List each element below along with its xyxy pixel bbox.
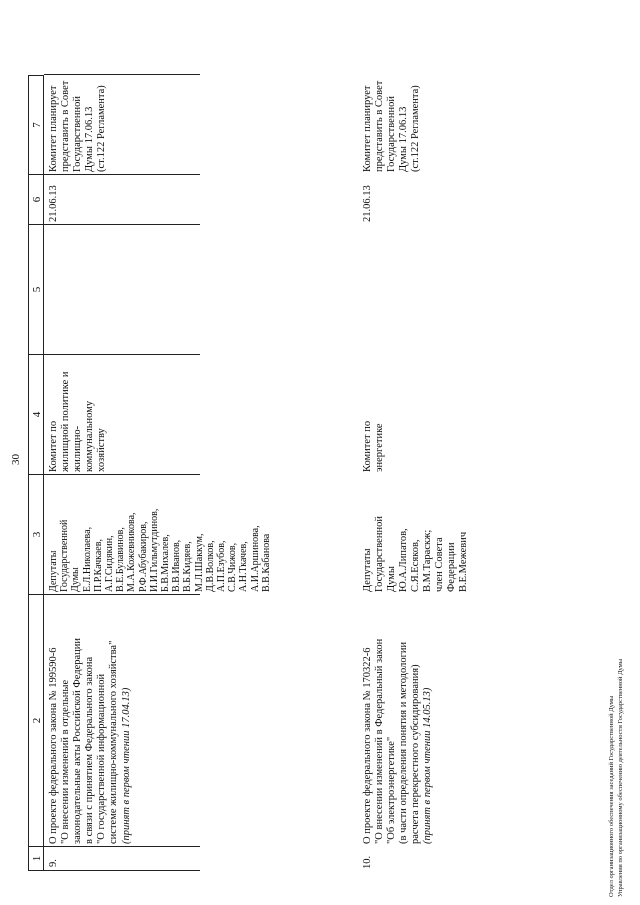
authors: Депутаты Государственной Думы Е.Л.Николаева, П.Р.Качкаев, А.Г.Сидякин, В.Е.Булавинов, М.А.Кожевникова, Р.Ф.Абубакиров, И.И.Гильмутдинов, Б.В.Михалев, В.В.Иванов, В.Б.Кидяев, М.Л.Шаккум, Д.В.Волков, А.П.Езубов, С.В.Чижов, А.Н.Ткачев, А.И.Аршинова, В.В.Кабанова bbox=[48, 508, 272, 592]
date: 21.06.13 bbox=[362, 185, 373, 222]
column-divider bbox=[44, 174, 200, 175]
column-divider bbox=[44, 354, 200, 355]
column-divider bbox=[44, 224, 200, 225]
bill-title: О проекте федерального закона № 170322-6 "О внесении изменений в Федеральный закон "Об электроэнергетике" (в части определения понятия и методологии расчета перекрестного субсидирования) bbox=[362, 638, 421, 844]
column-divider bbox=[44, 870, 200, 871]
column-header-2: 2 bbox=[28, 595, 44, 847]
page-number: 30 bbox=[10, 454, 22, 465]
authors: Депутаты Государственной Думы Ю.А.Липатов, С.Я.Есяков, В.М.Тараскж; член Совета Федерации В.Е.Межевич bbox=[362, 516, 469, 592]
column-divider bbox=[44, 846, 200, 847]
reading-note: (принят в первом чтении 17.04.13) bbox=[121, 687, 132, 844]
bill-title: О проекте федерального закона № 199590-6 "О внесении изменений в отдельные законодательные акты Российской Федерации в связи с принятием Федерального закона "О государственной информационной системе жилищно-коммунального хозяйства" bbox=[48, 637, 119, 844]
committee: Комитет по энергетике bbox=[362, 420, 385, 472]
committee: Комитет по жилищной политике и жилищно- коммунальному хозяйству bbox=[48, 371, 107, 472]
remark: Комитет планирует представить в Совет Государственной Думы 17.06.13 (ст.122 Регламента) bbox=[362, 80, 421, 172]
row-number: 9. bbox=[48, 859, 59, 867]
date: 21.06.13 bbox=[48, 185, 59, 222]
column-divider bbox=[44, 474, 200, 475]
column-header-7: 7 bbox=[28, 75, 44, 175]
column-header-5: 5 bbox=[28, 225, 44, 355]
footer-line-1: Отдел организационного обеспечения заседаний Государственной Думы bbox=[608, 695, 615, 897]
remark: Комитет планирует представить в Совет Государственной Думы 17.06.13 (ст.122 Регламента) bbox=[48, 80, 107, 172]
column-header-6: 6 bbox=[28, 175, 44, 225]
column-divider bbox=[44, 594, 200, 595]
footer-line-2: Управления по организационному обеспечению деятельности Государственной Думы bbox=[617, 658, 624, 897]
reading-note: (принят в первом чтении 14.05.13) bbox=[422, 687, 433, 844]
column-header-3: 3 bbox=[28, 475, 44, 595]
column-header-1: 1 bbox=[28, 847, 44, 871]
row-number: 10. bbox=[362, 855, 373, 869]
column-header-4: 4 bbox=[28, 355, 44, 475]
